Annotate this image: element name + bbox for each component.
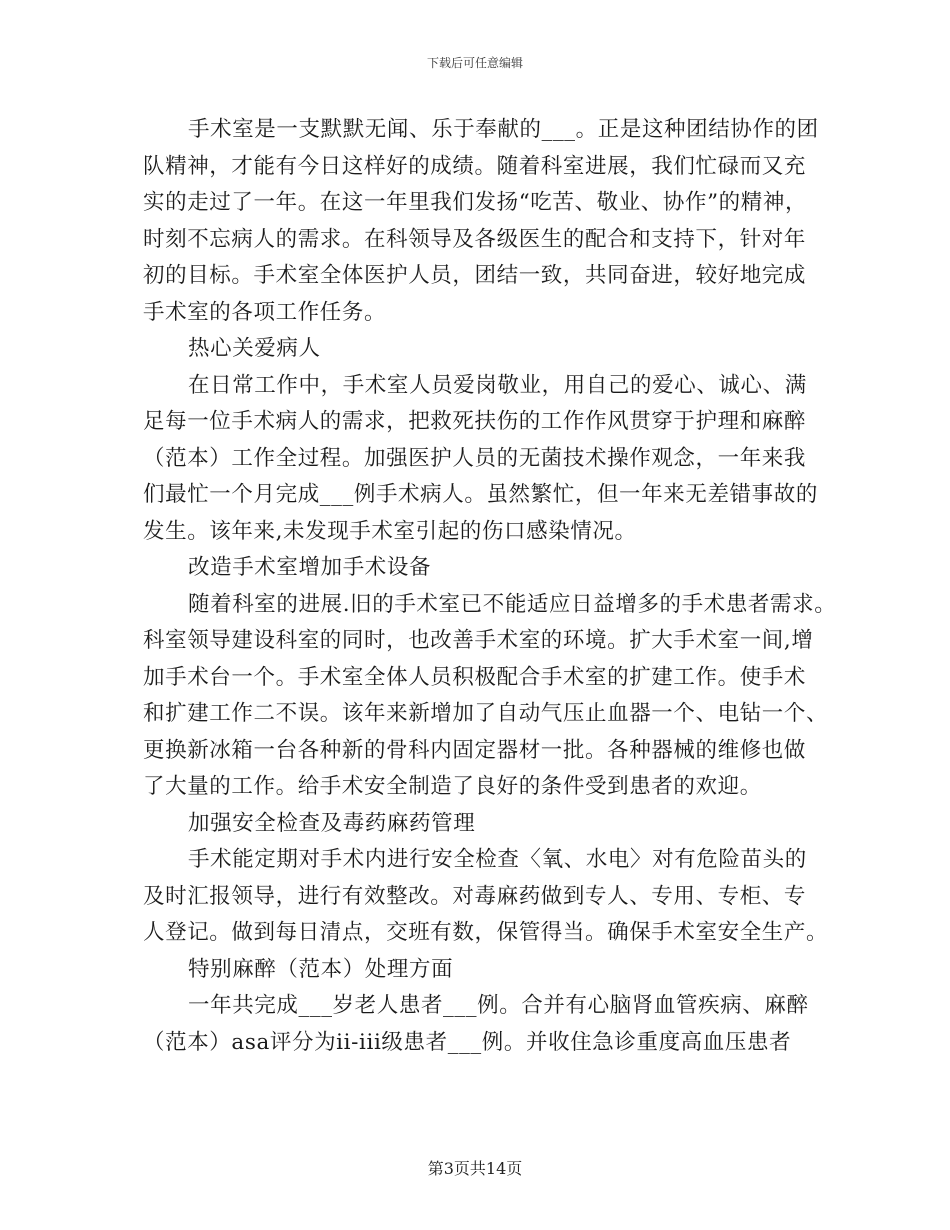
paragraph-line: 科室领导建设科室的同时，也改善手术室的环境。扩大手术室一间,增	[143, 628, 814, 653]
section-heading: 改造手术室增加手术设备	[188, 555, 432, 580]
section-heading: 特别麻醉（范本）处理方面	[188, 956, 454, 982]
paragraph-line: 一年共完成___岁老人患者___例。合并有心脑肾血管疾病、麻醉	[188, 993, 809, 1018]
paragraph-line: 加手术台一个。手术室全体人员积极配合手术室的扩建工作。使手术	[143, 664, 807, 690]
paragraph-line: 时刻不忘病人的需求。在科领导及各级医生的配合和支持下，针对年	[143, 226, 807, 252]
paragraph-line: 了大量的工作。给手术安全制造了良好的条件受到患者的欢迎。	[143, 774, 762, 799]
paragraph-line: 初的目标。手术室全体医护人员，团结一致，共同奋进，较好地完成	[143, 263, 807, 288]
page-header: 下载后可任意编辑	[426, 56, 523, 70]
paragraph-line: 和扩建工作二不误。该年来新增加了自动气压止血器一个、电钻一个、	[143, 701, 829, 726]
section-heading: 热心关爱病人	[188, 336, 321, 361]
paragraph-line: 手术室是一支默默无闻、乐于奉献的___。正是这种团结协作的团	[188, 117, 819, 142]
paragraph-line: 随着科室的进展.旧的手术室已不能适应日益增多的手术患者需求。	[188, 591, 837, 617]
paragraph-line: （范本）工作全过程。加强医护人员的无菌技术操作观念，一年来我	[143, 445, 807, 471]
paragraph-line: 手术能定期对手术内进行安全检查〈氧、水电〉对有危险苗头的	[188, 847, 807, 872]
document-body	[143, 112, 837, 1061]
section-heading: 加强安全检查及毒药麻药管理	[188, 810, 476, 836]
paragraph-line: 们最忙一个月完成___例手术病人。虽然繁忙，但一年来无差错事故的	[143, 482, 818, 507]
paragraph-line: （范本）asa评分为ii-iii级患者___例。并收住急诊重度高血压患者	[143, 1029, 792, 1055]
paragraph-line: 在日常工作中，手术室人员爱岗敬业，用自己的爱心、诚心、满	[188, 372, 807, 398]
paragraph-line: 及时汇报领导，进行有效整改。对毒麻药做到专人、专用、专柜、专	[143, 883, 807, 909]
paragraph-line: 更换新冰箱一台各种新的骨科内固定器材一批。各种器械的维修也做	[143, 737, 807, 763]
paragraph-line: 手术室的各项工作任务。	[143, 299, 387, 325]
paragraph-line: 足每一位手术病人的需求，把救死扶伤的工作作风贯穿于护理和麻醉	[143, 409, 807, 434]
paragraph-line: 队精神，才能有今日这样好的成绩。随着科室进展，我们忙碌而又充	[143, 153, 807, 179]
page-footer: 第3页共14页	[427, 1159, 523, 1178]
paragraph-line: 发生。该年来,未发现手术室引起的伤口感染情况。	[143, 518, 637, 544]
paragraph-line: 实的走过了一年。在这一年里我们发扬“吃苦、敬业、协作”的精神，	[143, 190, 808, 215]
paragraph-line: 人登记。做到每日清点，交班有数，保管得当。确保手术室安全生产。	[143, 920, 829, 945]
